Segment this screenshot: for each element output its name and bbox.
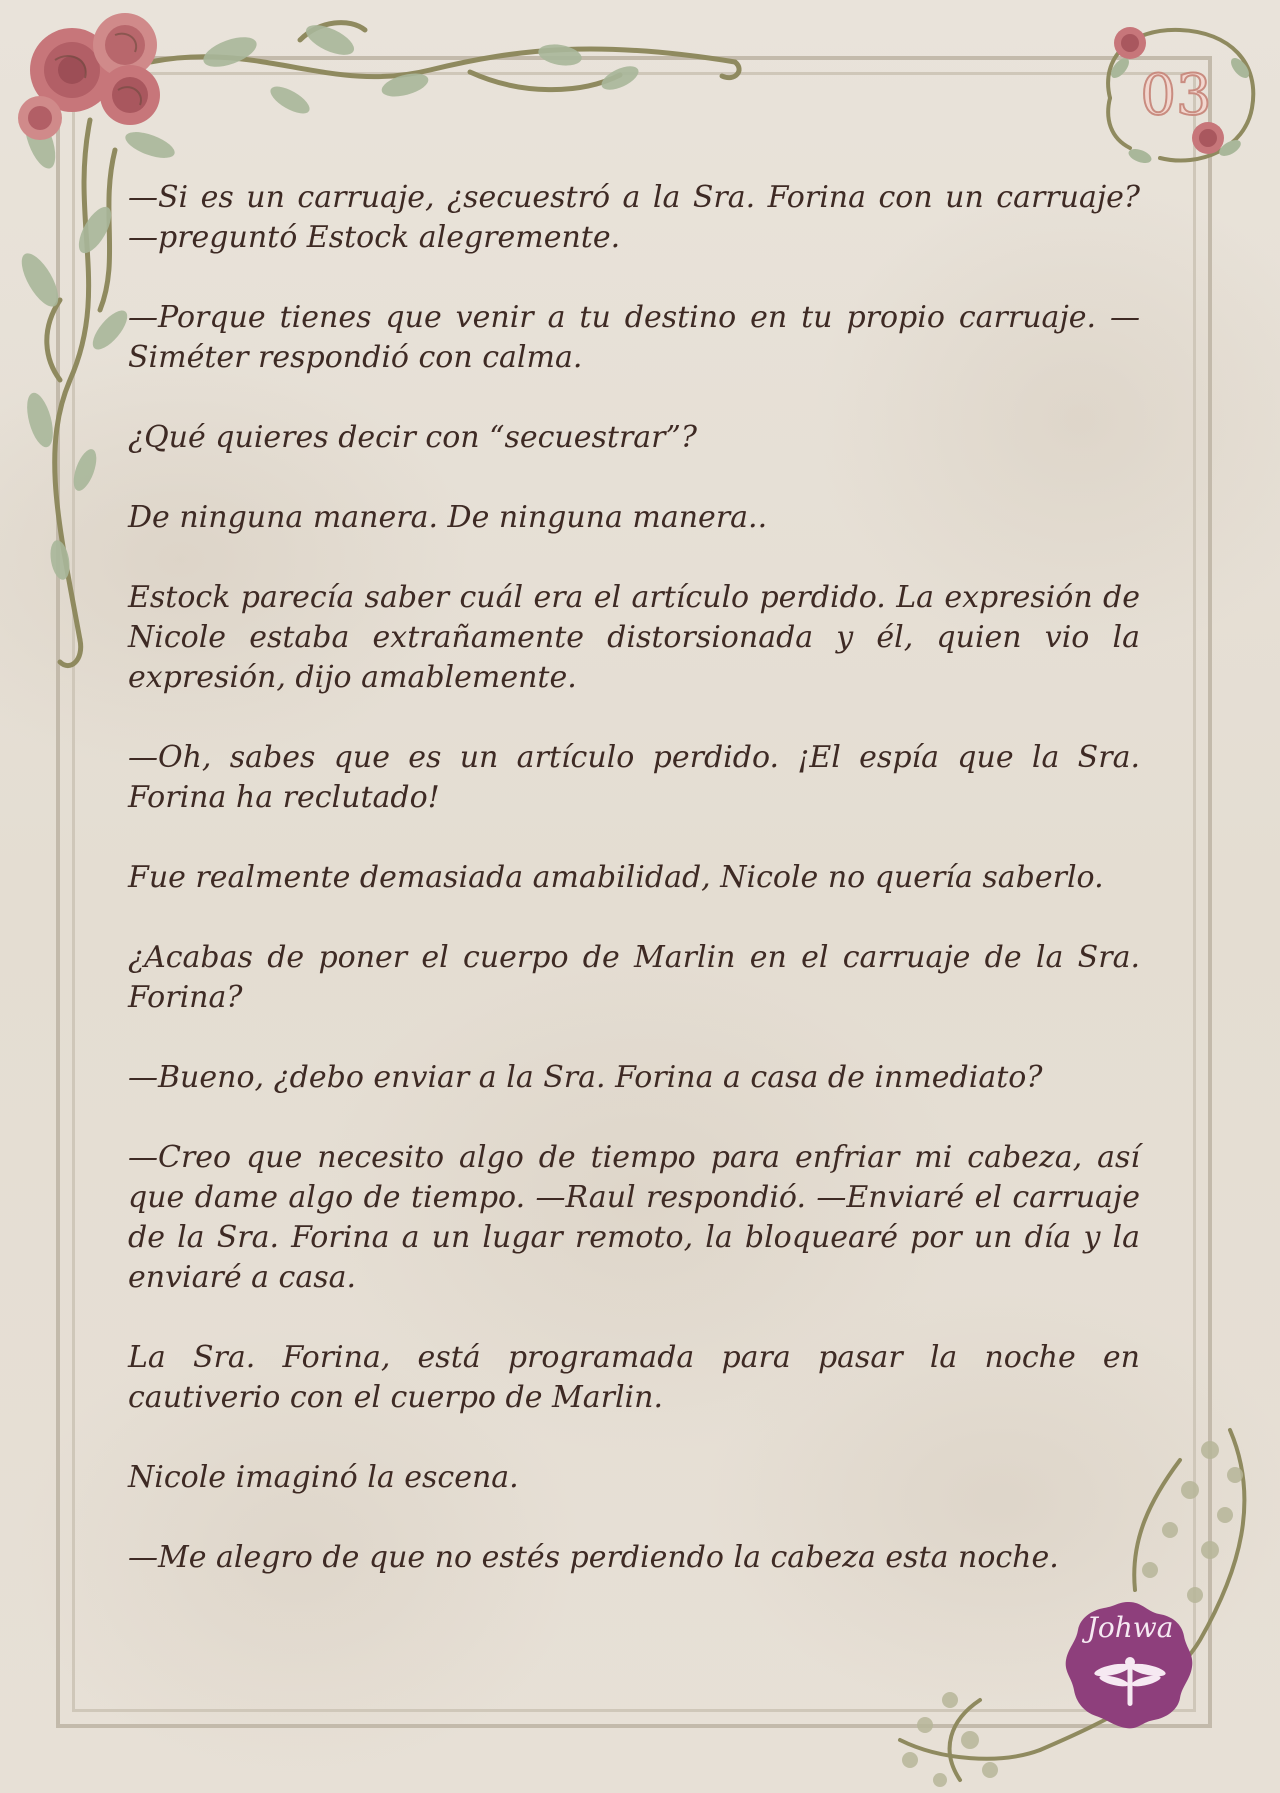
paragraph: —Oh, sabes que es un artículo perdido. ¡El espía que la Sra. Forina ha reclutado! bbox=[128, 740, 1140, 815]
paragraph: —Porque tienes que venir a tu destino en tu propio carruaje. — Siméter respondió con calma. bbox=[128, 300, 1140, 375]
paragraph: Fue realmente demasiada amabilidad, Nicole no quería saberlo. bbox=[128, 860, 1104, 895]
paragraph: La Sra. Forina, está programada para pasar la noche en cautiverio con el cuerpo de Marlin. bbox=[128, 1340, 1140, 1415]
paragraph: —Bueno, ¿debo enviar a la Sra. Forina a casa de inmediato? bbox=[128, 1060, 1043, 1095]
logo-text: Johwa bbox=[1086, 1611, 1174, 1644]
dragonfly-icon bbox=[1092, 1652, 1168, 1708]
paragraph: ¿Qué quieres decir con “secuestrar”? bbox=[128, 420, 697, 455]
story-text bbox=[128, 178, 1140, 1578]
paragraph: —Me alegro de que no estés perdiendo la cabeza esta noche. bbox=[128, 1540, 1059, 1575]
paragraph: —Creo que necesito algo de tiempo para enfriar mi cabeza, así que dame algo de tiempo. —Raul respondió. —Enviaré el carruaje de la Sra. Forina a un lugar remoto, la bloquearé por un día y la enviaré a casa. bbox=[128, 1140, 1140, 1295]
page-number: 03 bbox=[1140, 63, 1212, 128]
paragraph: Nicole imaginó la escena. bbox=[128, 1460, 519, 1495]
paragraph: De ninguna manera. De ninguna manera.. bbox=[128, 500, 768, 535]
paragraph: Estock parecía saber cuál era el artículo perdido. La expresión de Nicole estaba extrañamente distorsionada y él, quien vio la expresión, dijo amablemente. bbox=[128, 580, 1140, 695]
paragraph: ¿Acabas de poner el cuerpo de Marlin en el carruaje de la Sra. Forina? bbox=[128, 940, 1140, 1015]
paragraph: —Si es un carruaje, ¿secuestró a la Sra. Forina con un carruaje? —preguntó Estock alegremente. bbox=[128, 180, 1140, 255]
